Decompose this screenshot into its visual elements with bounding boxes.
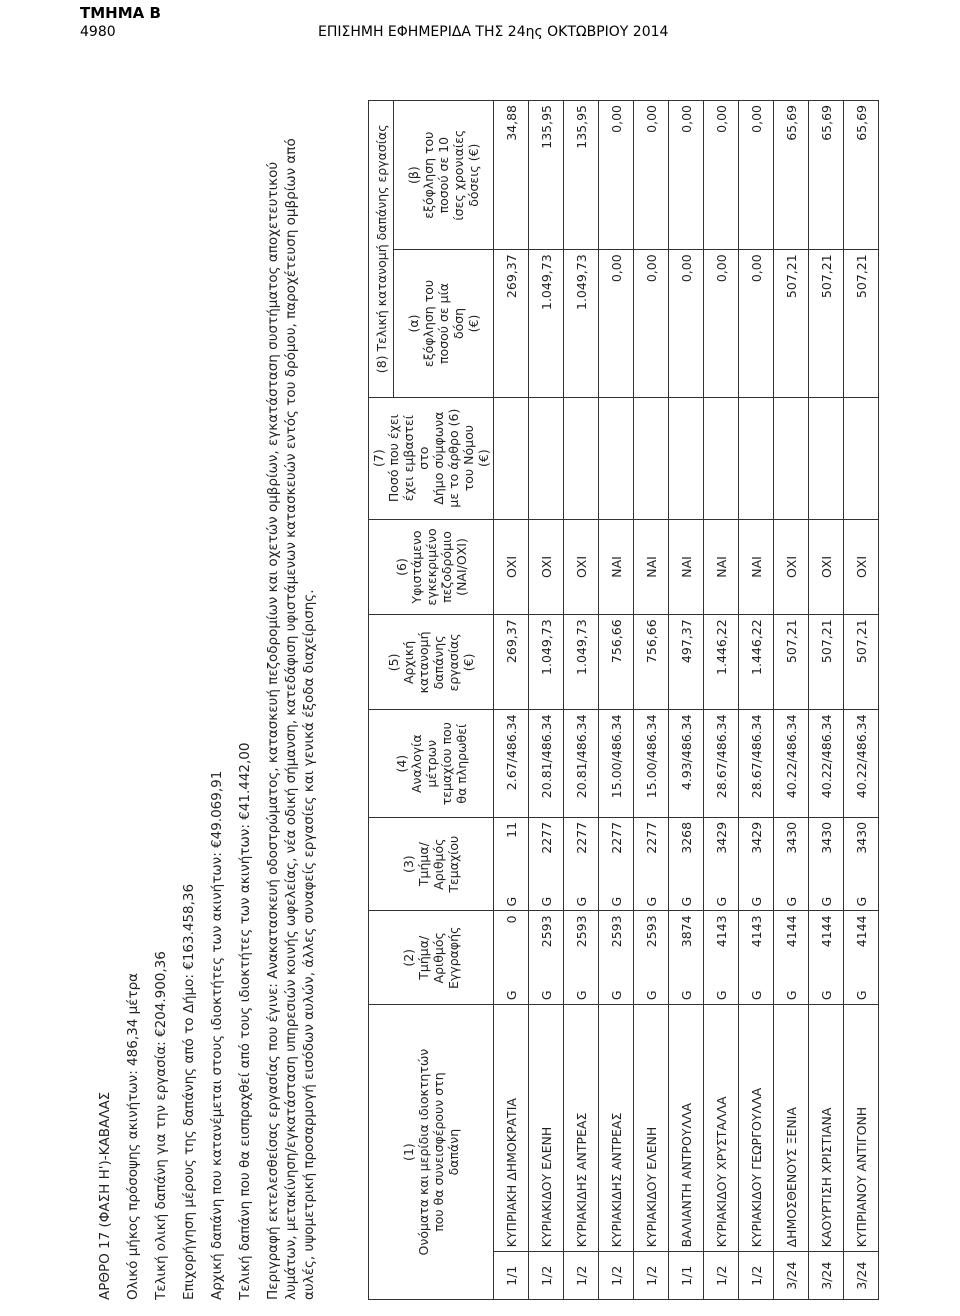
header-line: (7) [371,449,386,467]
rotated-content [96,100,960,1300]
header-line: τεμαχίου που [438,722,454,806]
registration-section-cell: G [809,974,844,1004]
owner-name-cell: ΚΥΡΙΑΚΙΔΟΥ ΓΕΩΡΓΟΥΛΛΑ [739,1005,774,1252]
registration-section-cell: G [564,974,599,1004]
header-line: (3) [401,855,416,874]
share-cell: 1/2 [599,1252,634,1300]
plot-number-cell: 3268 [669,817,704,880]
header-line: Αρχική [401,640,416,684]
remitted-cell [809,397,844,519]
share-cell: 1/2 [634,1252,669,1300]
header-line: μέτρων [423,739,439,788]
header-line: εγκεκριμένο [423,528,439,606]
plot-number-cell: 2277 [599,817,634,880]
share-cell: 1/2 [564,1252,599,1300]
header-line: πεζοδρόμιο [438,531,454,603]
ratio-cell: 20.81/486.34 [564,710,599,817]
header-line: (α) [406,314,421,333]
header-line: (4) [393,754,409,773]
header-line: ποσού σε 10 [436,136,451,214]
remitted-cell [704,397,739,519]
share-cell: 3/24 [774,1252,809,1300]
pavement-cell: ΟΧΙ [774,519,809,615]
header-line: (ΝΑΙ/ΟΧΙ) [453,538,469,596]
registration-section-cell: G [704,974,739,1004]
header-line: εξόφληση του [421,279,436,368]
ratio-cell: 28.67/486.34 [704,710,739,817]
total-cost: Τελική ολική δαπάνη για την εργασία: €204.900,36 [153,951,169,1300]
registration-number-cell: 2593 [599,911,634,974]
table-row [844,101,879,1300]
initial-allocation-cell: 1.049,73 [564,615,599,710]
header-line: ίσες χρονιαίες [451,129,466,221]
single-payment-cell: 0,00 [669,250,704,397]
share-cell: 1/2 [529,1252,564,1300]
installments-cell: 0,00 [669,101,704,250]
table-row [704,101,739,1300]
registration-number-cell: 2593 [529,911,564,974]
remitted-cell [599,397,634,519]
owner-name-cell: ΚΥΠΡΙΑΝΟΥ ΑΝΤΙΓΟΝΗ [844,1005,879,1252]
plot-number-cell: 3430 [774,817,809,880]
plot-section-cell: G [529,881,564,911]
remitted-cell [529,397,564,519]
header-remitted-amount [369,397,494,519]
plot-number-cell: 11 [494,817,529,880]
header-line: Τεμαχίου [446,835,461,893]
remitted-cell [739,397,774,519]
registration-number-cell: 2593 [634,911,669,974]
plot-section-cell: G [739,881,774,911]
share-cell: 1/1 [669,1252,704,1300]
header-single-payment [394,250,494,397]
owner-name-cell: ΒΑΛΙΑΝΤΗ ΑΝΤΡΟΥΛΛΑ [669,1005,704,1252]
final-owners-cost: Τελική δαπάνη που θα εισπραχθεί από τους ιδιοκτήτες των ακινήτων: €41.442,00 [237,742,253,1300]
pavement-cell: ΝΑΙ [704,519,739,615]
registration-number-cell: 2593 [564,911,599,974]
share-cell: 1/1 [494,1252,529,1300]
share-cell: 1/2 [704,1252,739,1300]
plot-section-cell: G [669,881,704,911]
plot-number-cell: 2277 [529,817,564,880]
ratio-cell: 4.93/486.34 [669,710,704,817]
initial-allocation-cell: 756,66 [599,615,634,710]
registration-number-cell: 4144 [809,911,844,974]
header-line: Εγγραφής [446,926,461,989]
installments-cell: 34,88 [494,101,529,250]
registration-section-cell: G [529,974,564,1004]
initial-allocation-cell: 1.446,22 [704,615,739,710]
table-row [529,101,564,1300]
ratio-cell: 15.00/486.34 [599,710,634,817]
plot-section-cell: G [494,881,529,911]
registration-number-cell: 3874 [669,911,704,974]
header-line: με το άρθρο (6) [446,408,461,508]
header-line: (1) [401,1143,416,1161]
table-row [599,101,634,1300]
header-line: (5) [386,653,401,672]
work-description: Περιγραφή εκτελεσθείσας εργασίας που έγινε: Ανακατασκευή οδοστρώματος, κατασκευή πεζοδρομίων και οχετών ομβρίων, εγκατάσταση συστήματος αποχετευτικού λυμάτων, μετακίνηση/εγκατάσταση υπηρεσιών κοινής ωφελείας, νέα οδική σήμανση, κατεδάφιση υφιστάμενων κατασκευών εντός του δρόμου, παροχέτευση ομβρίων από αυλές, υψομετρική προσαρμογή εισόδων αυλών, άλλες συναφείς εργασίες και γενικά έξοδα διαχείρισης. [265,138,317,1300]
plot-section-cell: G [809,881,844,911]
remitted-cell [774,397,809,519]
frontage-length: Ολικό μήκος πρόσοψης ακινήτων: 486,34 μέτρα [125,972,141,1300]
registration-number-cell: 4144 [844,911,879,974]
installments-cell: 135,95 [529,101,564,250]
page-number: 4980 [80,24,116,40]
owner-name-cell: ΚΥΡΙΑΚΙΔΟΥ ΕΛΕΝΗ [529,1005,564,1252]
initial-allocation-cell: 1.446,22 [739,615,774,710]
installments-cell: 135,95 [564,101,599,250]
initial-allocation-cell: 756,66 [634,615,669,710]
registration-number-cell: 4143 [704,911,739,974]
remitted-cell [844,397,879,519]
pavement-cell: ΝΑΙ [739,519,774,615]
installments-cell: 65,69 [774,101,809,250]
table-row [564,101,599,1300]
installments-cell: 0,00 [599,101,634,250]
ratio-cell: 40.22/486.34 [809,710,844,817]
header-line: εξόφληση του [421,131,436,219]
initial-allocation-cell: 497,37 [669,615,704,710]
owner-name-cell: ΚΥΡΙΑΚΙΔΟΥ ΕΛΕΝΗ [634,1005,669,1252]
plot-number-cell: 3430 [809,817,844,880]
table-row [494,101,529,1300]
article-title: ΑΡΘΡΟ 17 (ΦΑΣΗ Η')-ΚΑΒΑΛΑΣ [97,1091,113,1300]
registration-section-cell: G [844,974,879,1004]
owner-name-cell: ΚΥΡΙΑΚΙΔΟΥ ΧΡΥΣΤΑΛΛΑ [704,1005,739,1252]
header-line: δόσεις (€) [466,143,481,207]
header-line: Αριθμός [431,838,446,890]
header-line: δαπάνης [431,635,446,690]
header-line: Υφιστάμενο [408,530,424,604]
header-final-allocation: (8) Τελική κατανομή δαπάνης εργασίας [369,101,394,398]
single-payment-cell: 507,21 [844,250,879,397]
initial-allocation-cell: 507,21 [774,615,809,710]
ratio-cell: 28.67/486.34 [739,710,774,817]
plot-section-cell: G [564,881,599,911]
remitted-cell [669,397,704,519]
header-line: (2) [401,948,416,967]
header-line: Δήμο σύμφωνα [431,411,446,505]
header-line: (€) [476,449,491,467]
header-line: Ονόματα και μερίδια ιδιοκτητών [416,1048,431,1256]
header-line: εργασίας [446,633,461,692]
remitted-cell [634,397,669,519]
share-cell: 1/2 [739,1252,774,1300]
header-line: Τμήμα/ [416,935,431,980]
header-line: Αναλογία [408,734,424,794]
table-row [809,101,844,1300]
ratio-cell: 40.22/486.34 [774,710,809,817]
ratio-cell: 20.81/486.34 [529,710,564,817]
header-line: του Νόμου [461,425,476,492]
owner-name-cell: ΔΗΜΟΣΘΕΝΟΥΣ ΞΕΝΙΑ [774,1005,809,1252]
table-row [739,101,774,1300]
section-label: ΤΜΗΜΑ Β [80,4,161,22]
plot-section-cell: G [704,881,739,911]
header-line: Τμήμα/ [416,842,431,887]
plot-section-cell: G [774,881,809,911]
plot-section-cell: G [844,881,879,911]
initial-allocation-cell: 507,21 [809,615,844,710]
registration-number-cell: 0 [494,911,529,974]
installments-cell: 0,00 [704,101,739,250]
plot-number-cell: 3429 [704,817,739,880]
registration-section-cell: G [669,974,704,1004]
header-line: που θα συνεισφέρουν στη [431,1072,446,1232]
municipality-share: Επιχορήγηση μέρους της δαπάνης από το Δήμο: €163.458,36 [181,883,197,1300]
ratio-cell: 40.22/486.34 [844,710,879,817]
plot-number-cell: 3430 [844,817,879,880]
single-payment-cell: 0,00 [739,250,774,397]
header-initial-allocation [369,615,494,710]
initial-allocation-cell: 1.049,73 [529,615,564,710]
single-payment-cell: 507,21 [809,250,844,397]
owner-name-cell: ΚΥΡΙΑΚΙΔΗΣ ΑΝΤΡΕΑΣ [564,1005,599,1252]
pavement-cell: ΟΧΙ [529,519,564,615]
header-line: (€) [461,653,476,672]
single-payment-cell: 0,00 [704,250,739,397]
header-line: κατανομή [416,631,431,694]
initial-allocation-cell: 269,37 [494,615,529,710]
ratio-cell: 2.67/486.34 [494,710,529,817]
header-line: έχει εμβαστεί στο [401,414,431,502]
share-cell: 3/24 [844,1252,879,1300]
registration-number-cell: 4144 [774,911,809,974]
pavement-cell: ΟΧΙ [494,519,529,615]
pavement-cell: ΟΧΙ [809,519,844,615]
registration-section-cell: G [634,974,669,1004]
table-body [494,101,879,1300]
installments-cell: 65,69 [844,101,879,250]
share-cell: 3/24 [809,1252,844,1300]
cost-allocation-table [368,100,879,1300]
pavement-cell: ΝΑΙ [634,519,669,615]
pavement-cell: ΟΧΙ [844,519,879,615]
owner-name-cell: ΚΥΠΡΙΑΚΗ ΔΗΜΟΚΡΑΤΙΑ [494,1005,529,1252]
header-line: Ποσό που έχει [386,414,401,503]
table-row [669,101,704,1300]
ratio-cell: 15.00/486.34 [634,710,669,817]
table-row [774,101,809,1300]
plot-number-cell: 3429 [739,817,774,880]
owner-name-cell: ΚΑΟΥΡΤΙΣΗ ΧΡΙΣΤΙΑΝΑ [809,1005,844,1252]
header-line: (6) [393,558,409,576]
plot-number-cell: 2277 [564,817,599,880]
single-payment-cell: 269,37 [494,250,529,397]
pavement-cell: ΝΑΙ [599,519,634,615]
header-line: δόση [451,307,466,340]
registration-section-cell: G [599,974,634,1004]
single-payment-cell: 507,21 [774,250,809,397]
header-ratio [369,710,494,817]
registration-section-cell: G [739,974,774,1004]
single-payment-cell: 1.049,73 [529,250,564,397]
remitted-cell [564,397,599,519]
installments-cell: 65,69 [809,101,844,250]
header-plot [369,817,494,911]
initial-allocation-cell: 507,21 [844,615,879,710]
header-installments [394,101,494,250]
intro-block [96,100,318,1300]
plot-section-cell: G [634,881,669,911]
remitted-cell [494,397,529,519]
registration-section-cell: G [494,974,529,1004]
header-line: (€) [466,314,481,333]
header-line: Αριθμός [431,932,446,984]
header-registration [369,911,494,1005]
header-line: ποσού σε μία [436,282,451,364]
registration-number-cell: 4143 [739,911,774,974]
registration-section-cell: G [774,974,809,1004]
table-row [634,101,669,1300]
pavement-cell: ΝΑΙ [669,519,704,615]
installments-cell: 0,00 [739,101,774,250]
pavement-cell: ΟΧΙ [564,519,599,615]
plot-number-cell: 2277 [634,817,669,880]
header-line: θα πληρωθεί [453,723,469,804]
single-payment-cell: 1.049,73 [564,250,599,397]
header-owners [369,1005,494,1300]
header-existing-pavement [369,519,494,615]
installments-cell: 0,00 [634,101,669,250]
gazette-title: ΕΠΙΣΗΜΗ ΕΦΗΜΕΡΙΔΑ ΤΗΣ 24ης ΟΚΤΩΒΡΙΟΥ 2014 [318,24,669,40]
initial-owners-cost: Αρχική δαπάνη που κατανέμεται στους ιδιοκτήτες των ακινήτων: €49.069,91 [209,770,225,1300]
header-line: (β) [406,166,421,185]
single-payment-cell: 0,00 [599,250,634,397]
single-payment-cell: 0,00 [634,250,669,397]
owner-name-cell: ΚΥΡΙΑΚΙΔΗΣ ΑΝΤΡΕΑΣ [599,1005,634,1252]
header-line: δαπάνη [446,1128,461,1176]
plot-section-cell: G [599,881,634,911]
